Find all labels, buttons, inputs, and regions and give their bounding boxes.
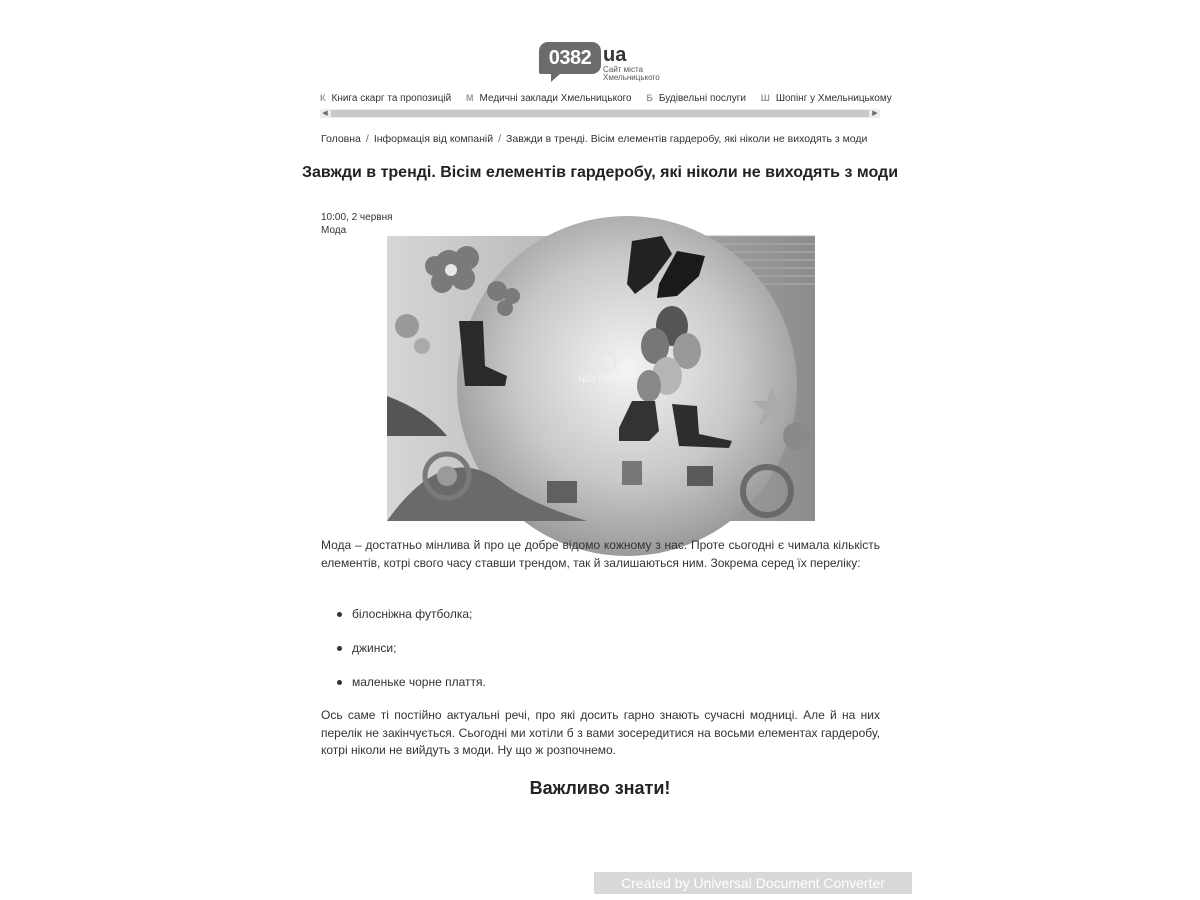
breadcrumb [321, 133, 891, 145]
scroll-left-arrow-icon[interactable]: ◀ [322, 110, 328, 117]
nav-item-label: Будівельні послуги [658, 93, 746, 104]
nav-letter-icon: К [320, 93, 326, 103]
logo-suffix: ua [603, 44, 627, 66]
article-subheading: Важливо знати! [529, 778, 671, 798]
scroll-right-arrow-icon[interactable]: ▶ [872, 110, 878, 117]
nav-letter-icon: Б [646, 93, 653, 103]
top-navigation [320, 93, 892, 107]
article-paragraph-body: Ось саме ті постійно актуальні речі, про які досить гарно знають сучасні модниці. Але й на них перелік не закінчується. Сьогодні ми хотіли б з вами зосередитися на восьми елементах гардеробу, котрі ніколи не вийдуть з моди. Ну що ж розпочнемо. [321, 708, 880, 757]
breadcrumb-separator: / [365, 133, 369, 145]
nav-letter-icon: М [466, 93, 474, 103]
logo-subtitle-line2: Хмельницького [603, 73, 660, 82]
article-list [337, 606, 486, 708]
breadcrumb-home[interactable]: Головна [321, 133, 361, 145]
logo-number: 0382 [539, 42, 601, 74]
nav-letter-icon: Ш [760, 93, 770, 103]
article-title: Завжди в тренді. Вісім елементів гардеробу, які ніколи не виходять з моди [301, 164, 899, 181]
list-item [337, 606, 486, 640]
bullet-icon [337, 646, 342, 651]
logo-subtitle-line1: Сайт міста [603, 65, 643, 74]
converter-watermark: Created by Universal Document Converter [594, 872, 912, 894]
article-paragraph-intro: Мода – достатньо мінлива й про це добре відомо кожному з нас. Проте сьогодні є чимала кількість елементів, котрі свого часу ставши трендом, так й залишаються ним. Зокрема серед їх переліку: [321, 538, 880, 570]
site-logo[interactable] [539, 42, 679, 86]
hero-brand-text: NEXT SHOES [578, 374, 636, 384]
list-item-text: маленьке чорне плаття. [352, 675, 486, 689]
nav-item-label: Книга скарг та пропозицій [331, 93, 452, 104]
list-item-text: білосніжна футболка; [352, 607, 473, 621]
nav-item-label: Медичні заклади Хмельницького [479, 93, 632, 104]
breadcrumb-separator: / [498, 133, 502, 145]
nav-scrollbar[interactable] [320, 109, 880, 118]
nav-item-shopping[interactable] [761, 93, 892, 104]
logo-subtitle [603, 66, 660, 82]
article-hero-image [387, 236, 815, 521]
article-meta [321, 211, 393, 237]
nav-item-construction[interactable] [646, 93, 746, 104]
breadcrumb-company-info[interactable]: Інформація від компаній [373, 133, 494, 145]
bullet-icon [337, 680, 342, 685]
nav-item-label: Шопінг у Хмельницькому [775, 93, 892, 104]
article-time: 10:00, 2 червня [321, 212, 393, 223]
nav-item-medical[interactable] [466, 93, 632, 104]
hero-illustration [387, 236, 815, 521]
scroll-thumb[interactable] [331, 110, 869, 117]
article-category[interactable]: Мода [321, 225, 347, 236]
breadcrumb-current: Завжди в тренді. Вісім елементів гардеробу, які ніколи не виходять з моди [506, 133, 868, 145]
bullet-icon [337, 612, 342, 617]
nav-item-complaints[interactable] [320, 93, 451, 104]
list-item [337, 640, 486, 674]
list-item-text: джинси; [352, 641, 397, 655]
list-item [337, 674, 486, 708]
